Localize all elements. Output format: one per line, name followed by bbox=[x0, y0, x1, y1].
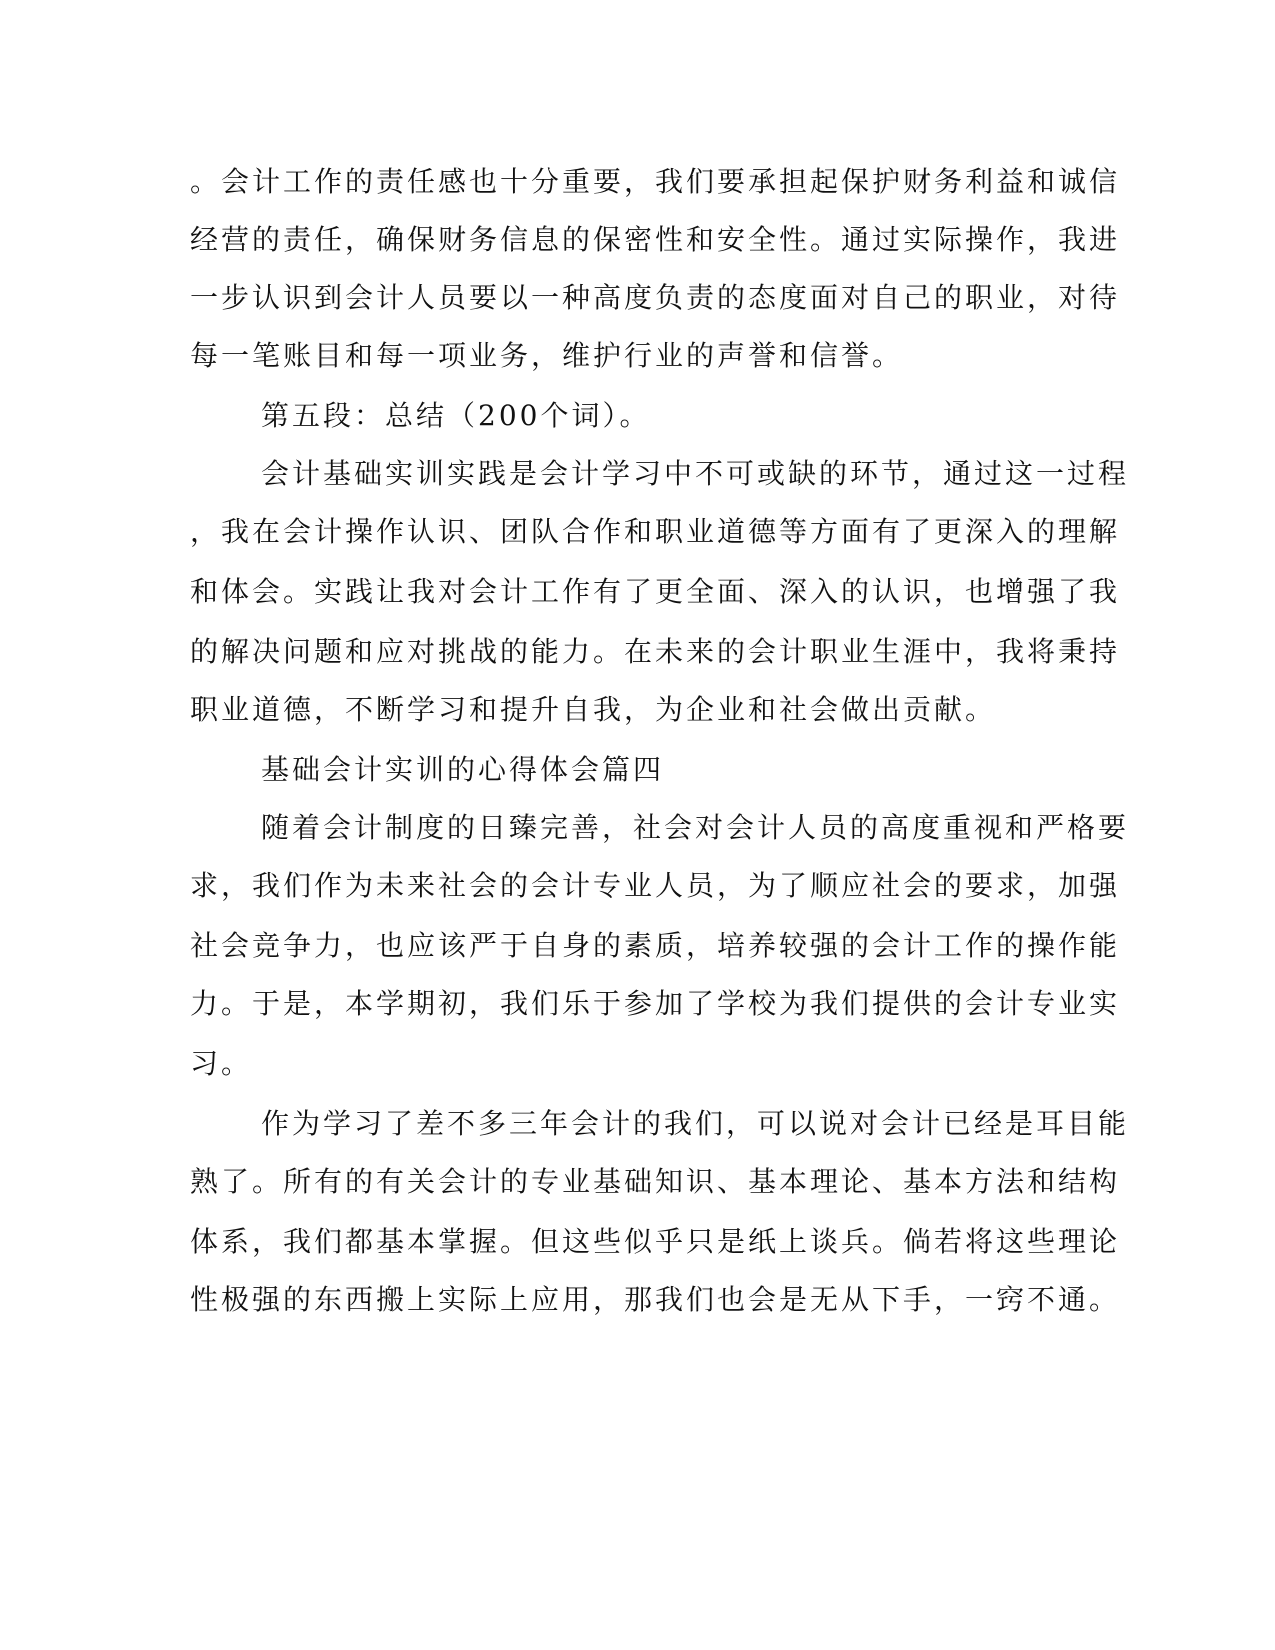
text-line: 每一笔账目和每一项业务，维护行业的声誉和信誉。 bbox=[190, 339, 904, 372]
text-line: 力。于是，本学期初，我们乐于参加了学校为我们提供的会计专业实 bbox=[190, 987, 1121, 1020]
text-line: 经营的责任，确保财务信息的保密性和安全性。通过实际操作，我进 bbox=[190, 223, 1121, 256]
text-line: ，我在会计操作认识、团队合作和职业道德等方面有了更深入的理解 bbox=[190, 515, 1121, 548]
section-heading: 第五段：总结（200个词）。 bbox=[261, 399, 651, 432]
text-line: 性极强的东西搬上实际上应用，那我们也会是无从下手，一窍不通。 bbox=[190, 1283, 1121, 1316]
text-line: 求，我们作为未来社会的会计专业人员，为了顺应社会的要求，加强 bbox=[190, 869, 1121, 902]
text-line: 社会竞争力，也应该严于自身的素质，培养较强的会计工作的操作能 bbox=[190, 929, 1121, 962]
text-line: 作为学习了差不多三年会计的我们，可以说对会计已经是耳目能 bbox=[261, 1107, 1130, 1140]
text-line: 的解决问题和应对挑战的能力。在未来的会计职业生涯中，我将秉持 bbox=[190, 635, 1121, 668]
text-line: 和体会。实践让我对会计工作有了更全面、深入的认识，也增强了我 bbox=[190, 575, 1121, 608]
text-line: 一步认识到会计人员要以一种高度负责的态度面对自己的职业，对待 bbox=[190, 281, 1121, 314]
article-title: 基础会计实训的心得体会篇四 bbox=[261, 753, 665, 786]
text-line: 职业道德，不断学习和提升自我，为企业和社会做出贡献。 bbox=[190, 693, 997, 726]
text-line: 习。 bbox=[190, 1047, 253, 1080]
text-line: 随着会计制度的日臻完善，社会对会计人员的高度重视和严格要 bbox=[261, 811, 1130, 844]
text-line: 会计基础实训实践是会计学习中不可或缺的环节，通过这一过程 bbox=[261, 457, 1130, 490]
text-line: 。会计工作的责任感也十分重要，我们要承担起保护财务利益和诚信 bbox=[190, 165, 1121, 198]
text-line: 体系，我们都基本掌握。但这些似乎只是纸上谈兵。倘若将这些理论 bbox=[190, 1225, 1121, 1258]
text-line: 熟了。所有的有关会计的专业基础知识、基本理论、基本方法和结构 bbox=[190, 1165, 1121, 1198]
